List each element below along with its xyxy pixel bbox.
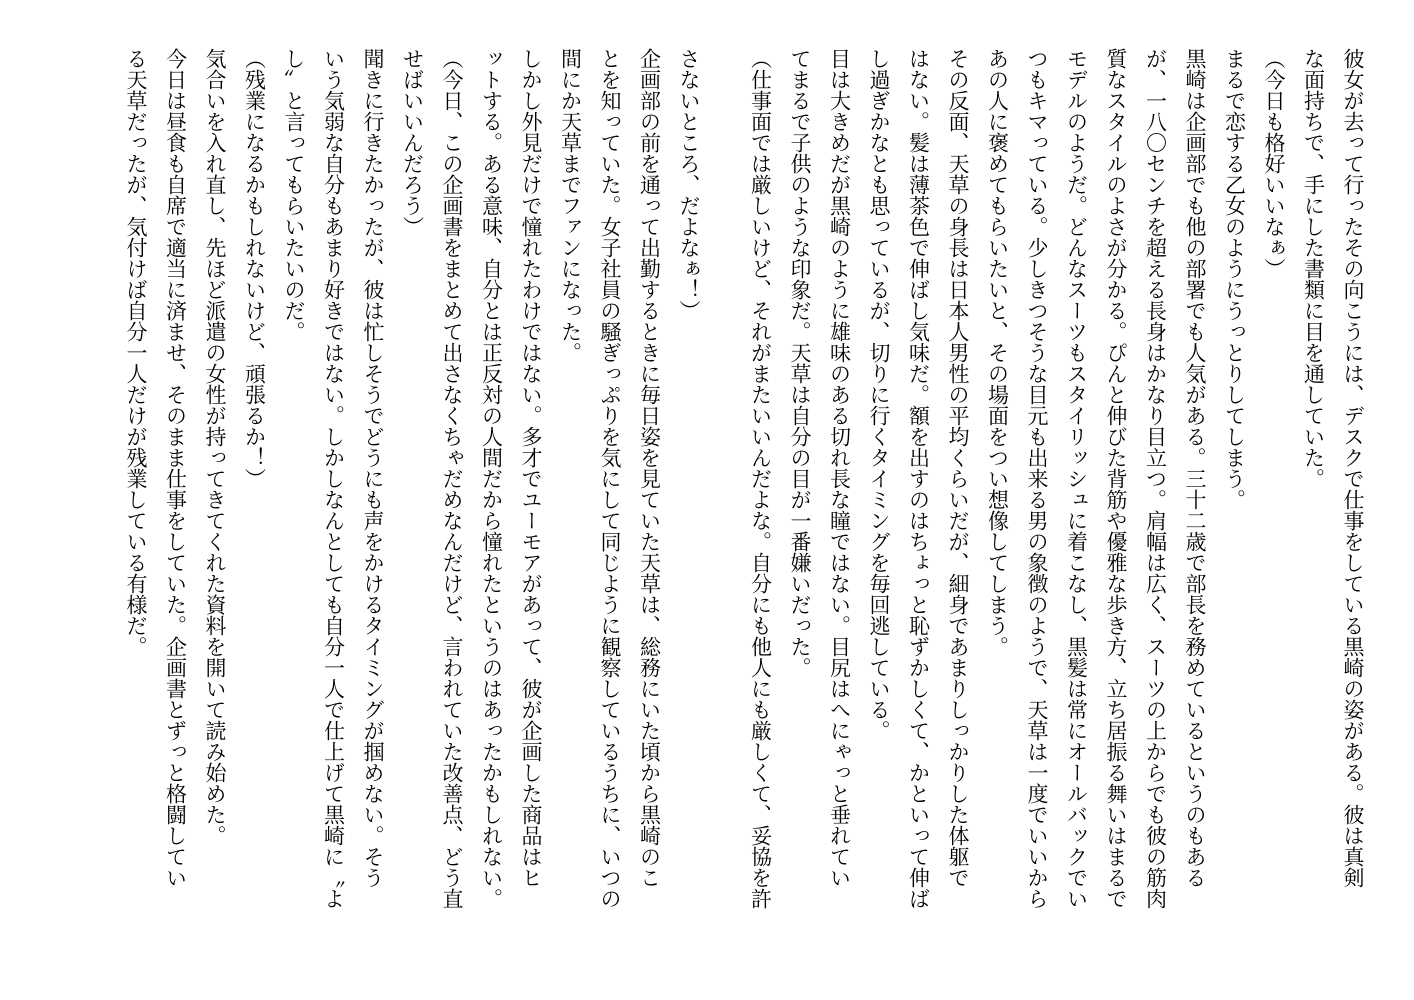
text-line: 黒崎は企画部でも他の部署でも人気がある。三十二歳で部長を務めているというのもある (1183, 48, 1207, 888)
text-line: が、一八〇センチを超える長身はかなり目立つ。肩幅は広く、スーツの上からでも彼の筋肉 (1143, 48, 1168, 909)
text-line: ットする。ある意味、自分とは正反対の人間だから憧れたというのはあったかもしれない。 (479, 48, 504, 909)
text-line: はない。髪は薄茶色で伸ばし気味だ。額を出すのはちょっと恥ずかしくて、かといって伸ば (906, 48, 931, 909)
text-line: 間にか天草までファンになった。 (558, 48, 583, 363)
text-line: 今日は昼食も自席で適当に済ませ、そのまま仕事をしていた。企画書とずっと格闘してい (163, 48, 188, 888)
text-line: し過ぎかなとも思っているが、切りに行くタイミングを毎回逃している。 (867, 48, 891, 741)
text-line: し〟と言ってもらいたいのだ。 (282, 48, 306, 342)
text-line: る天草だったが、気付けば自分一人だけが残業している有様だ。 (124, 48, 148, 657)
text-line: その反面、天草の身長は日本人男性の平均くらいだが、細身であまりしっかりした体躯で (946, 48, 970, 888)
text-line: 気合いを入れ直し、先ほど派遣の女性が持ってきてくれた資料を開いて読み始めた。 (203, 48, 227, 846)
text-line: あの人に褒めてもらいたいと、その場面をつい想像してしまう。 (985, 48, 1010, 657)
text-line: てまるで子供のような印象だ。天草は自分の目が一番嫌いだった。 (788, 48, 812, 678)
text-line: 質なスタイルのよさが分かる。ぴんと伸びた背筋や優雅な歩き方、立ち居振る舞いはまるで (1104, 48, 1128, 909)
text-line: （今日も格好いいなぁ） (1262, 48, 1286, 279)
text-line: （仕事面では厳しいけど、それがまたいいんだよな。自分にも他人にも厳しくて、妥協を許 (748, 48, 773, 909)
text-line: とを知っていた。女子社員の騒ぎっぷりを気にして同じように観察しているうちに、いつの (598, 48, 622, 909)
text-line: な面持ちで、手にした書類に目を通していた。 (1301, 48, 1326, 489)
text-line: （残業になるかもしれないけど、頑張るか！） (242, 48, 267, 489)
text-line: せばいいんだろう） (400, 48, 425, 237)
text-line: 目は大きめだが黒崎のように雄味のある切れ長な瞳ではない。目尻はへにゃっと垂れてい (827, 48, 852, 888)
text-line: モデルのようだ。どんなスーツもスタイリッシュに着こなし、黒髪は常にオールバックでい (1064, 48, 1089, 909)
text-line: つもキマっている。少しきつそうな目元も出来る男の象徴のようで、天草は一度でいいから (1025, 48, 1049, 909)
text-line: 彼女が去って行ったその向こうには、デスクで仕事をしている黒崎の姿がある。彼は真剣 (1341, 48, 1365, 888)
text-line: さないところ、だよなぁ！） (677, 48, 701, 321)
text-line: しかし外見だけで憧れたわけではない。多才でユーモアがあって、彼が企画した商品はヒ (519, 48, 543, 888)
text-line: まるで恋する乙女のようにうっとりしてしまう。 (1222, 48, 1247, 510)
right-page-text (726, 48, 1372, 968)
left-page-text (58, 48, 708, 968)
text-line: 聞きに行きたかったが、彼は忙しそうでどうにも声をかけるタイミングが掴めない。そう (361, 48, 385, 888)
text-line: （今日、この企画書をまとめて出さなくちゃだめなんだけど、言われていた改善点、どう直 (440, 48, 464, 909)
text-line: いう気弱な自分もあまり好きではない。しかしなんとしても自分一人で仕上げて黒崎に〝よ (321, 48, 346, 909)
text-line: 企画部の前を通って出勤するときに毎日姿を見ていた天草は、総務にいた頃から黒崎のこ (637, 48, 662, 888)
